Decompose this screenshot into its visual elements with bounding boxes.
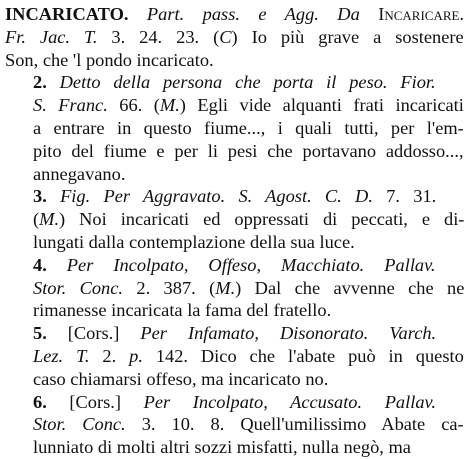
text-run: lunniato di molti altri sozzi misfatti, nulla negò, ma [33, 437, 411, 458]
text-line [5, 140, 464, 163]
text-line [5, 368, 464, 391]
text-run: caso chiamarsi offeso, ma incaricato no. [33, 368, 329, 389]
text-run: 2. 387. ( [123, 277, 216, 298]
text-run [128, 4, 146, 24]
text-run: annegavano. [33, 163, 126, 184]
text-run: rimanesse incaricata la fama del fratello. [33, 300, 332, 321]
text-line [5, 231, 464, 254]
text-line [5, 436, 464, 459]
headword: INCARICATO. [5, 4, 129, 24]
text-run: 3. 10. 8. Quell'umilissimo Abate ca- [125, 414, 464, 435]
italic-run: Fig. Per Aggravato. S. Agost. C. D. [60, 186, 373, 207]
text-run: 7. 31. [372, 186, 436, 207]
text-run: ( [33, 209, 40, 230]
text-line [5, 254, 436, 277]
sense-5 [5, 322, 464, 390]
italic-run: p. [129, 345, 143, 366]
text-run: ) Io più grave a sostenere [231, 26, 464, 47]
sense-number: 4. [33, 254, 47, 275]
text-run: 142. Dico che l'abate può in questo [142, 345, 464, 366]
sense-number: 6. [33, 391, 47, 412]
text-run: pito del fiume e per li pesi che portavano addosso..., [33, 140, 464, 161]
text-line [5, 299, 464, 322]
text-run: ) Noi incaricati ed oppressati di peccati, e di- [59, 209, 464, 230]
italic-run: Detto della persona che porta il peso. Fior. [59, 72, 436, 93]
entry-head [5, 3, 464, 71]
italic-run: Part. pass. e Agg. Da [146, 4, 379, 24]
text-line [5, 117, 464, 140]
text-line [5, 345, 464, 368]
text-run: Son, che 'l pondo incaricato. [5, 49, 214, 70]
text-run: 66. ( [107, 95, 160, 116]
sense-number: 2. [33, 72, 47, 93]
text-line [5, 277, 464, 300]
italic-run: Per Incolpato, Accusato. Pallav. [143, 391, 436, 412]
text-line [5, 391, 436, 414]
text-run: ) Dal che avvenne che ne [235, 277, 464, 298]
sense-2 [5, 71, 464, 185]
text-run: [Cors.] [46, 391, 144, 412]
text-run: [Cors.] [46, 323, 141, 344]
italic-run: Stor. Conc. [33, 277, 124, 298]
sense-6 [5, 391, 464, 459]
italic-run: S. Franc. [33, 95, 108, 116]
italic-run: M. [159, 95, 180, 116]
italic-run: M. [39, 209, 60, 230]
italic-run: Lez. [33, 345, 64, 366]
text-run: a entrare in questo fiume..., i quali tutti, per l'em- [33, 117, 464, 138]
text-line [5, 208, 464, 231]
sense-4 [5, 254, 464, 322]
italic-run: M. [215, 277, 236, 298]
text-run [63, 346, 76, 366]
text-line [5, 94, 464, 117]
text-run: 3. 24. 23. ( [97, 26, 220, 47]
text-run: 2. [89, 345, 130, 366]
sense-number: 3. [33, 186, 47, 207]
text-run [47, 186, 60, 206]
text-line [5, 413, 464, 436]
italic-run: C [219, 26, 232, 47]
text-line [5, 185, 436, 208]
text-line [5, 163, 464, 186]
italic-run: T. [76, 345, 90, 366]
text-line [5, 26, 464, 49]
text-line [5, 322, 436, 345]
text-run: lungati dalla contemplazione della sua luce. [33, 231, 355, 252]
italic-run: Per Infamato, Disonorato. Varch. [140, 323, 436, 344]
text-line [5, 3, 464, 26]
italic-run: Stor. Conc. [33, 414, 126, 435]
sense-number: 5. [33, 323, 47, 344]
text-line [5, 49, 464, 72]
italic-run: Fr. Jac. T. [5, 26, 98, 47]
text-run: ) Egli vide alquanti frati incaricati [179, 95, 464, 116]
small-caps-run: Incaricare. [378, 4, 464, 24]
italic-run: Per Incolpato, Offeso, Macchiato. Pallav. [66, 254, 436, 275]
sense-3 [5, 185, 464, 253]
text-run [47, 255, 67, 275]
text-line [5, 71, 436, 94]
text-run [47, 72, 60, 92]
